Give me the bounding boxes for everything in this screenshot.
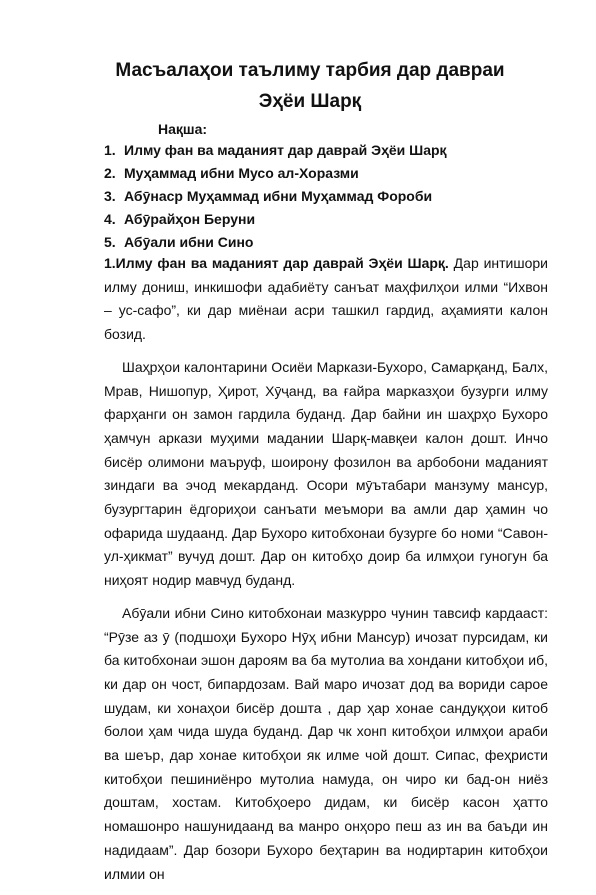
plan-item-number: 2. [104,165,116,181]
plan-item-text: Илму фан ва маданият дар даврай Эҳёи Шарқ [124,142,447,158]
plan-item-text: Абӯрайҳон Беруни [124,211,256,227]
plan-item [104,209,447,232]
document-title-line2: Эҳёи Шарқ [258,91,362,112]
plan-item-number: 4. [104,211,116,227]
plan-item [104,163,447,186]
section-heading: 1.Илму фан ва маданият дар даврай Эҳёи Шарқ. [104,255,449,271]
paragraph-3: Абӯали ибни Сино китобхонаи мазкурро чунин тавсиф кардааст: “Рӯзе аз ӯ (подшоҳи Бухоро Нӯҳ ибни Мансур) ичозат пурсидам, ки ба китобхонаи эшон дароям ва ба мутолиа ва хондани китобҳои иб, ки дар он чост, бипардозам. Вай маро ичозат дод ва вориди сарое шудам, ки хонаҳои бисёр дошта , дар ҳар хонае сандуқҳои китоб болои ҳам чида шуда буданд. Дар чк хонп китобҳои илмҳои араби ва шеър, дар хонае китобҳои як илме чой дошт. Сипас, феҳристи китобҳои пешиниёнро мутолиа намуда, он чиро ки бад-он ниёз доштам, хостам. Китобҳоеро дидам, ки бисёр касон ҳатто номашонро нашунидаанд ва манро онҳоро пеш аз ин ва баъди ин надидаам”. Дар бозори Бухоро беҳтарин ва нодиртарин китобҳои илмии он [104,604,548,882]
document-body [104,252,548,895]
paragraph-1 [104,252,548,347]
plan-item-text: Абӯнаср Муҳаммад ибни Муҳаммад Фороби [124,188,433,204]
plan-item [104,140,447,163]
plan-item-text: Муҳаммад ибни Мусо ал-Хоразми [124,165,359,181]
plan-item-text: Абӯали ибни Сино [124,234,254,250]
plan-item [104,186,447,209]
plan-item-number: 1. [104,142,116,158]
paragraph-2: Шаҳрҳои калонтарини Осиёи Маркази-Бухоро, Самарқанд, Балх, Мрав, Нишопур, Ҳирот, Хӯҷанд, ва ғайра марказҳои бузурги илму фарҳанги он замон гардила буданд. Дар байни ин шаҳрҳо Бухоро ҳамчун аркази муҳими мадании Шарқ-мавқеи калон дошт. Инчо бисёр олимони маъруф, шоирону фозилон ва арбобони маданият зиндаги ва эчод мекарданд. Осори мӯътабари манзуму мансур, бузургтарин ёдгориҳои санъати меъмори ва амли дар ҳамин чо офарида шудаанд. Дар Бухоро китобхонаи бузурге бо номи “Савон-ул-ҳикмат” вучуд дошт. Дар он китобҳо доир ба илмҳои гуногун ба ниҳоят нодир мавчуд буданд. [104,358,548,589]
plan-item-number: 3. [104,188,116,204]
document-title-line1: Масъалаҳои таълиму тарбия дар давраи [115,60,505,81]
plan-item-number: 5. [104,234,116,250]
plan-label: Нақша: [158,121,208,137]
paragraph-1-text: Дар интишори илму дониш, инкишофи адабиёту санъат маҳфилҳои илми “Ихвон – ус-сафо”, ки дар миёнаи асри ташкил гардид, аҳамияти калон бозид. [104,255,548,343]
plan-list [104,140,447,255]
